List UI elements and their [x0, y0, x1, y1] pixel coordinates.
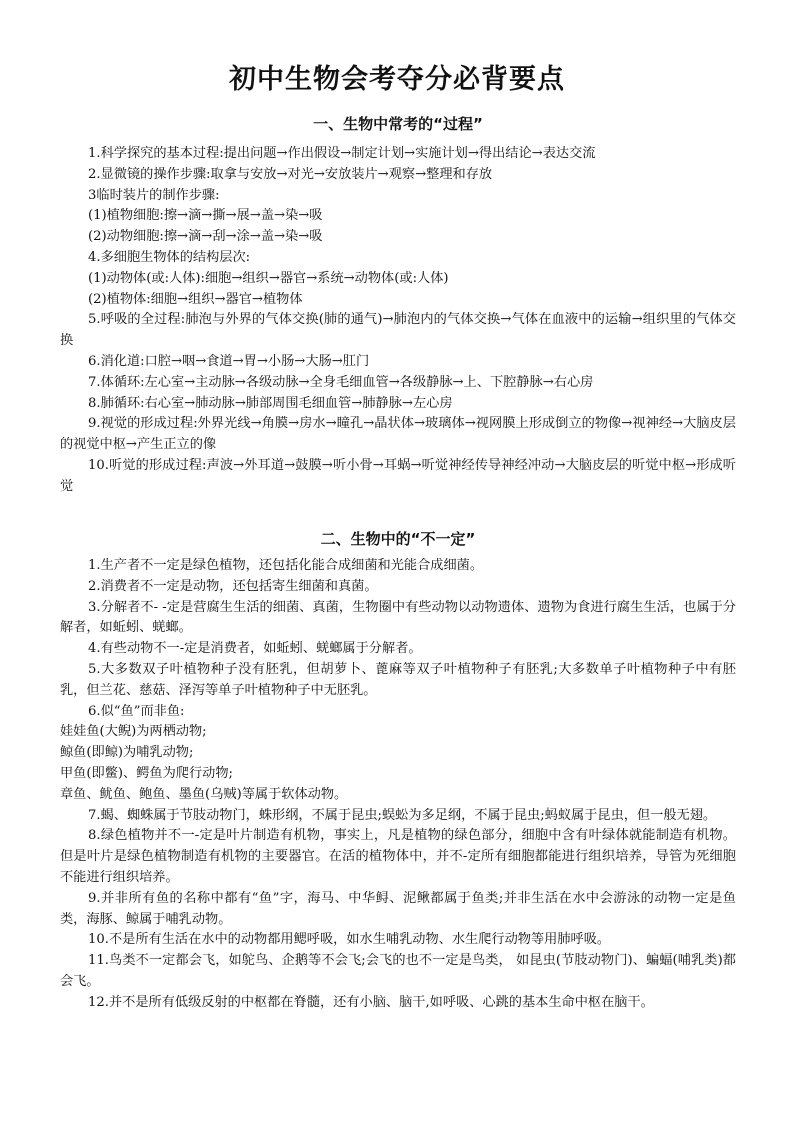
text-paragraph: 6.似“鱼”而非鱼:: [88, 703, 185, 719]
text-line: (1)植物细胞:擦→滴→撕→展→盖→染→吸: [88, 208, 323, 224]
text-line: 1.科学探究的基本过程:提出问题→作出假设→制定计划→实施计划→得出结论→表达交流: [88, 146, 596, 161]
text-paragraph: 3.分解者不- -定是营腐生生活的细菌、真菌，生物圈中有些动物以动物遗体、遗物为食进行腐生生活，也属于分解者，如蚯蚓、蜣螂。: [60, 599, 736, 636]
text-paragraph: 2.消费者不一定是动物，还包括寄生细菌和真菌。: [88, 578, 378, 594]
text-paragraph: 4.有些动物不一-定是消费者，如蚯蚓、蜣螂属于分解者。: [88, 641, 422, 657]
text-paragraph: 12.并不是所有低级反射的中枢都在脊髓，还有小脑、脑干,如呼吸、心跳的基本生命中枢在脑干。: [88, 994, 654, 1010]
text-paragraph: 5.呼吸的全过程:肺泡与外界的气体交换(肺的通气)→肺泡内的气体交换→气体在血液中的运输→组织里的气体交换: [60, 312, 736, 349]
text-paragraph: 8.绿色植物并不一-定是叶片制造有机物，事实上，凡是植物的绿色部分，细胞中含有叶绿体就能制造有机物。但是叶片是绿色植物制造有机物的主要器官。在活的植物体中，并不-定所有细胞都能进行组织培养，导管为死细胞不能进行组织培养。: [60, 828, 736, 885]
text-paragraph: 9.视觉的形成过程:外界光线→角膜→房水→瞳孔→晶状体→玻璃体→视网膜上形成倒立的物像→视神经→大脑皮层的视觉中枢→产生正立的像: [60, 416, 736, 453]
document-title: 初中生物会考夺分必背要点: [229, 64, 565, 95]
text-line: (1)动物体(或:人体):细胞→组织→器官→系统→动物体(或:人体): [88, 270, 449, 286]
text-paragraph: 8.肺循环:右心室→肺动脉→肺部周围毛细血管→肺静脉→左心房: [88, 395, 453, 411]
section-processes: [60, 113, 736, 498]
text-paragraph: 5.大多数双子叶植物种子没有胚乳，但胡萝卜、蓖麻等双子叶植物种子有胚乳;大多数单子叶植物种子中有胚乳，但兰花、慈菇、泽泻等单子叶植物种子中无胚乳。: [60, 661, 736, 698]
section-heading: 二、生物中的“不一定”: [320, 530, 476, 548]
text-line: 2.显微镜的操作步骤:取拿与安放→对光→安放装片→观察→整理和存放: [88, 166, 493, 182]
text-paragraph: 11.鸟类不一定都会飞，如鸵鸟、企鹅等不会飞;会飞的也不一定是鸟类， 如昆虫(节肢动物门)、蝙蝠(哺乳类)都会飞。: [60, 953, 736, 989]
text-paragraph: 10.听觉的形成过程:声波→外耳道→鼓膜→听小骨→耳蜗→听觉神经传导神经冲动→大脑皮层的听觉中枢→形成听觉: [60, 457, 736, 494]
text-paragraph: 7.体循环:左心室→主动脉→各级动脉→全身毛细血管→各级静脉→上、下腔静脉→右心房: [88, 374, 594, 390]
fish-line: 娃娃鱼(大鲵)为两栖动物;: [60, 724, 207, 740]
text-paragraph: 9.并非所有鱼的名称中都有“鱼”字，海马、中华鲟、泥鳅都属于鱼类;并非生活在水中会游泳的动物一定是鱼类，海豚、鲸属于哺乳动物。: [60, 890, 736, 927]
fish-line: 鲸鱼(即鲸)为哺乳动物;: [60, 745, 194, 761]
section-not-necessarily: [60, 528, 736, 1014]
text-paragraph: 10.不是所有生活在水中的动物都用鳃呼吸，如水生哺乳动物、水生爬行动物等用肺呼吸。: [88, 932, 611, 948]
fish-line: 甲鱼(即鳖)、鳄鱼为爬行动物;: [60, 765, 233, 781]
fish-line: 章鱼、鱿鱼、鲍鱼、墨鱼(乌贼)等属于软体动物。: [60, 786, 348, 802]
section-heading: 一、生物中常考的“过程”: [313, 115, 483, 133]
text-line: (2)植物体:细胞→组织→器官→植物体: [88, 291, 303, 307]
text-line: 3临时装片的制作步骤:: [88, 187, 220, 203]
text-paragraph: 7.蝎、蜘蛛属于节肢动物门，蛛形纲，不属于昆虫;蜈蚣为多足纲，不属于昆虫;蚂蚁属于昆虫，但一般无翅。: [88, 807, 717, 823]
text-line: (2)动物细胞:擦→滴→刮→涂→盖→染→吸: [88, 229, 323, 245]
text-line: 4.多细胞生物体的结构层次:: [88, 249, 251, 265]
text-paragraph: 1.生产者不一定是绿色植物，还包括化能合成细菌和光能合成细菌。: [88, 558, 484, 573]
text-paragraph: 6.消化道:口腔→咽→食道→胃→小肠→大肠→肛门: [88, 353, 370, 369]
